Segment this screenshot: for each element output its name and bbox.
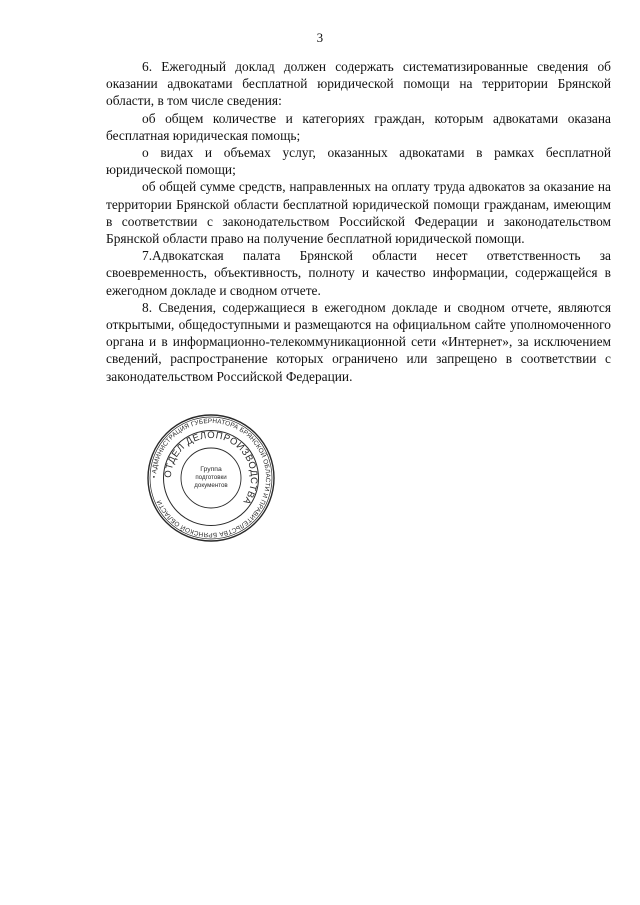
paragraph-6: 6. Ежегодный доклад должен содержать систематизированные сведения об оказании адвокатами бесплатной юридической помощи на территории Брянской области, в том числе сведения: xyxy=(106,59,611,109)
stamp-outer-text: • АДМИНИСТРАЦИЯ ГУБЕРНАТОРА БРЯНСКОЙ ОБЛАСТИ И ПРАВИТЕЛЬСТВА БРЯНСКОЙ ОБЛАСТИ xyxy=(150,417,272,539)
stamp-center-line-3: документов xyxy=(194,482,228,489)
stamp-center-line-2: подготовки xyxy=(195,474,227,481)
paragraph-7: 7.Адвокатская палата Брянской области несет ответственность за своевременность, объективность, полноту и качество информации, содержащейся в ежегодном докладе и сводном отчете. xyxy=(106,248,611,298)
paragraph-8: 8. Сведения, содержащиеся в ежегодном докладе и сводном отчете, являются открытыми, общедоступными и размещаются на официальном сайте уполномоченного органа и в информационно-телекоммуникационной сети «Интернет», за исключением сведений, распространение которых ограничено или запрещено в соответствии с законодательством Российской Федерации. xyxy=(106,299,611,384)
official-stamp xyxy=(146,413,276,543)
paragraph-6-item-3: об общей сумме средств, направленных на оплату труда адвокатов за оказание на территории Брянской области бесплатной юридической помощи гражданам, имеющим в соответствии с законодательством Российской Федерации и законодательством Брянской области право на получение бесплатной юридической помощи. xyxy=(106,179,611,247)
stamp-inner-text: ОТДЕЛ ДЕЛОПРОИЗВОДСТВА xyxy=(162,429,260,507)
stamp-center-line-1: Группа xyxy=(200,466,222,473)
page-number: 3 xyxy=(316,30,324,45)
paragraph-6-item-2: о видах и объемах услуг, оказанных адвокатами в рамках бесплатной юридической помощи; xyxy=(106,145,611,178)
document-body xyxy=(106,58,611,385)
paragraph-6-item-1: об общем количестве и категориях граждан, которым адвокатами оказана бесплатная юридическая помощь; xyxy=(106,110,611,143)
